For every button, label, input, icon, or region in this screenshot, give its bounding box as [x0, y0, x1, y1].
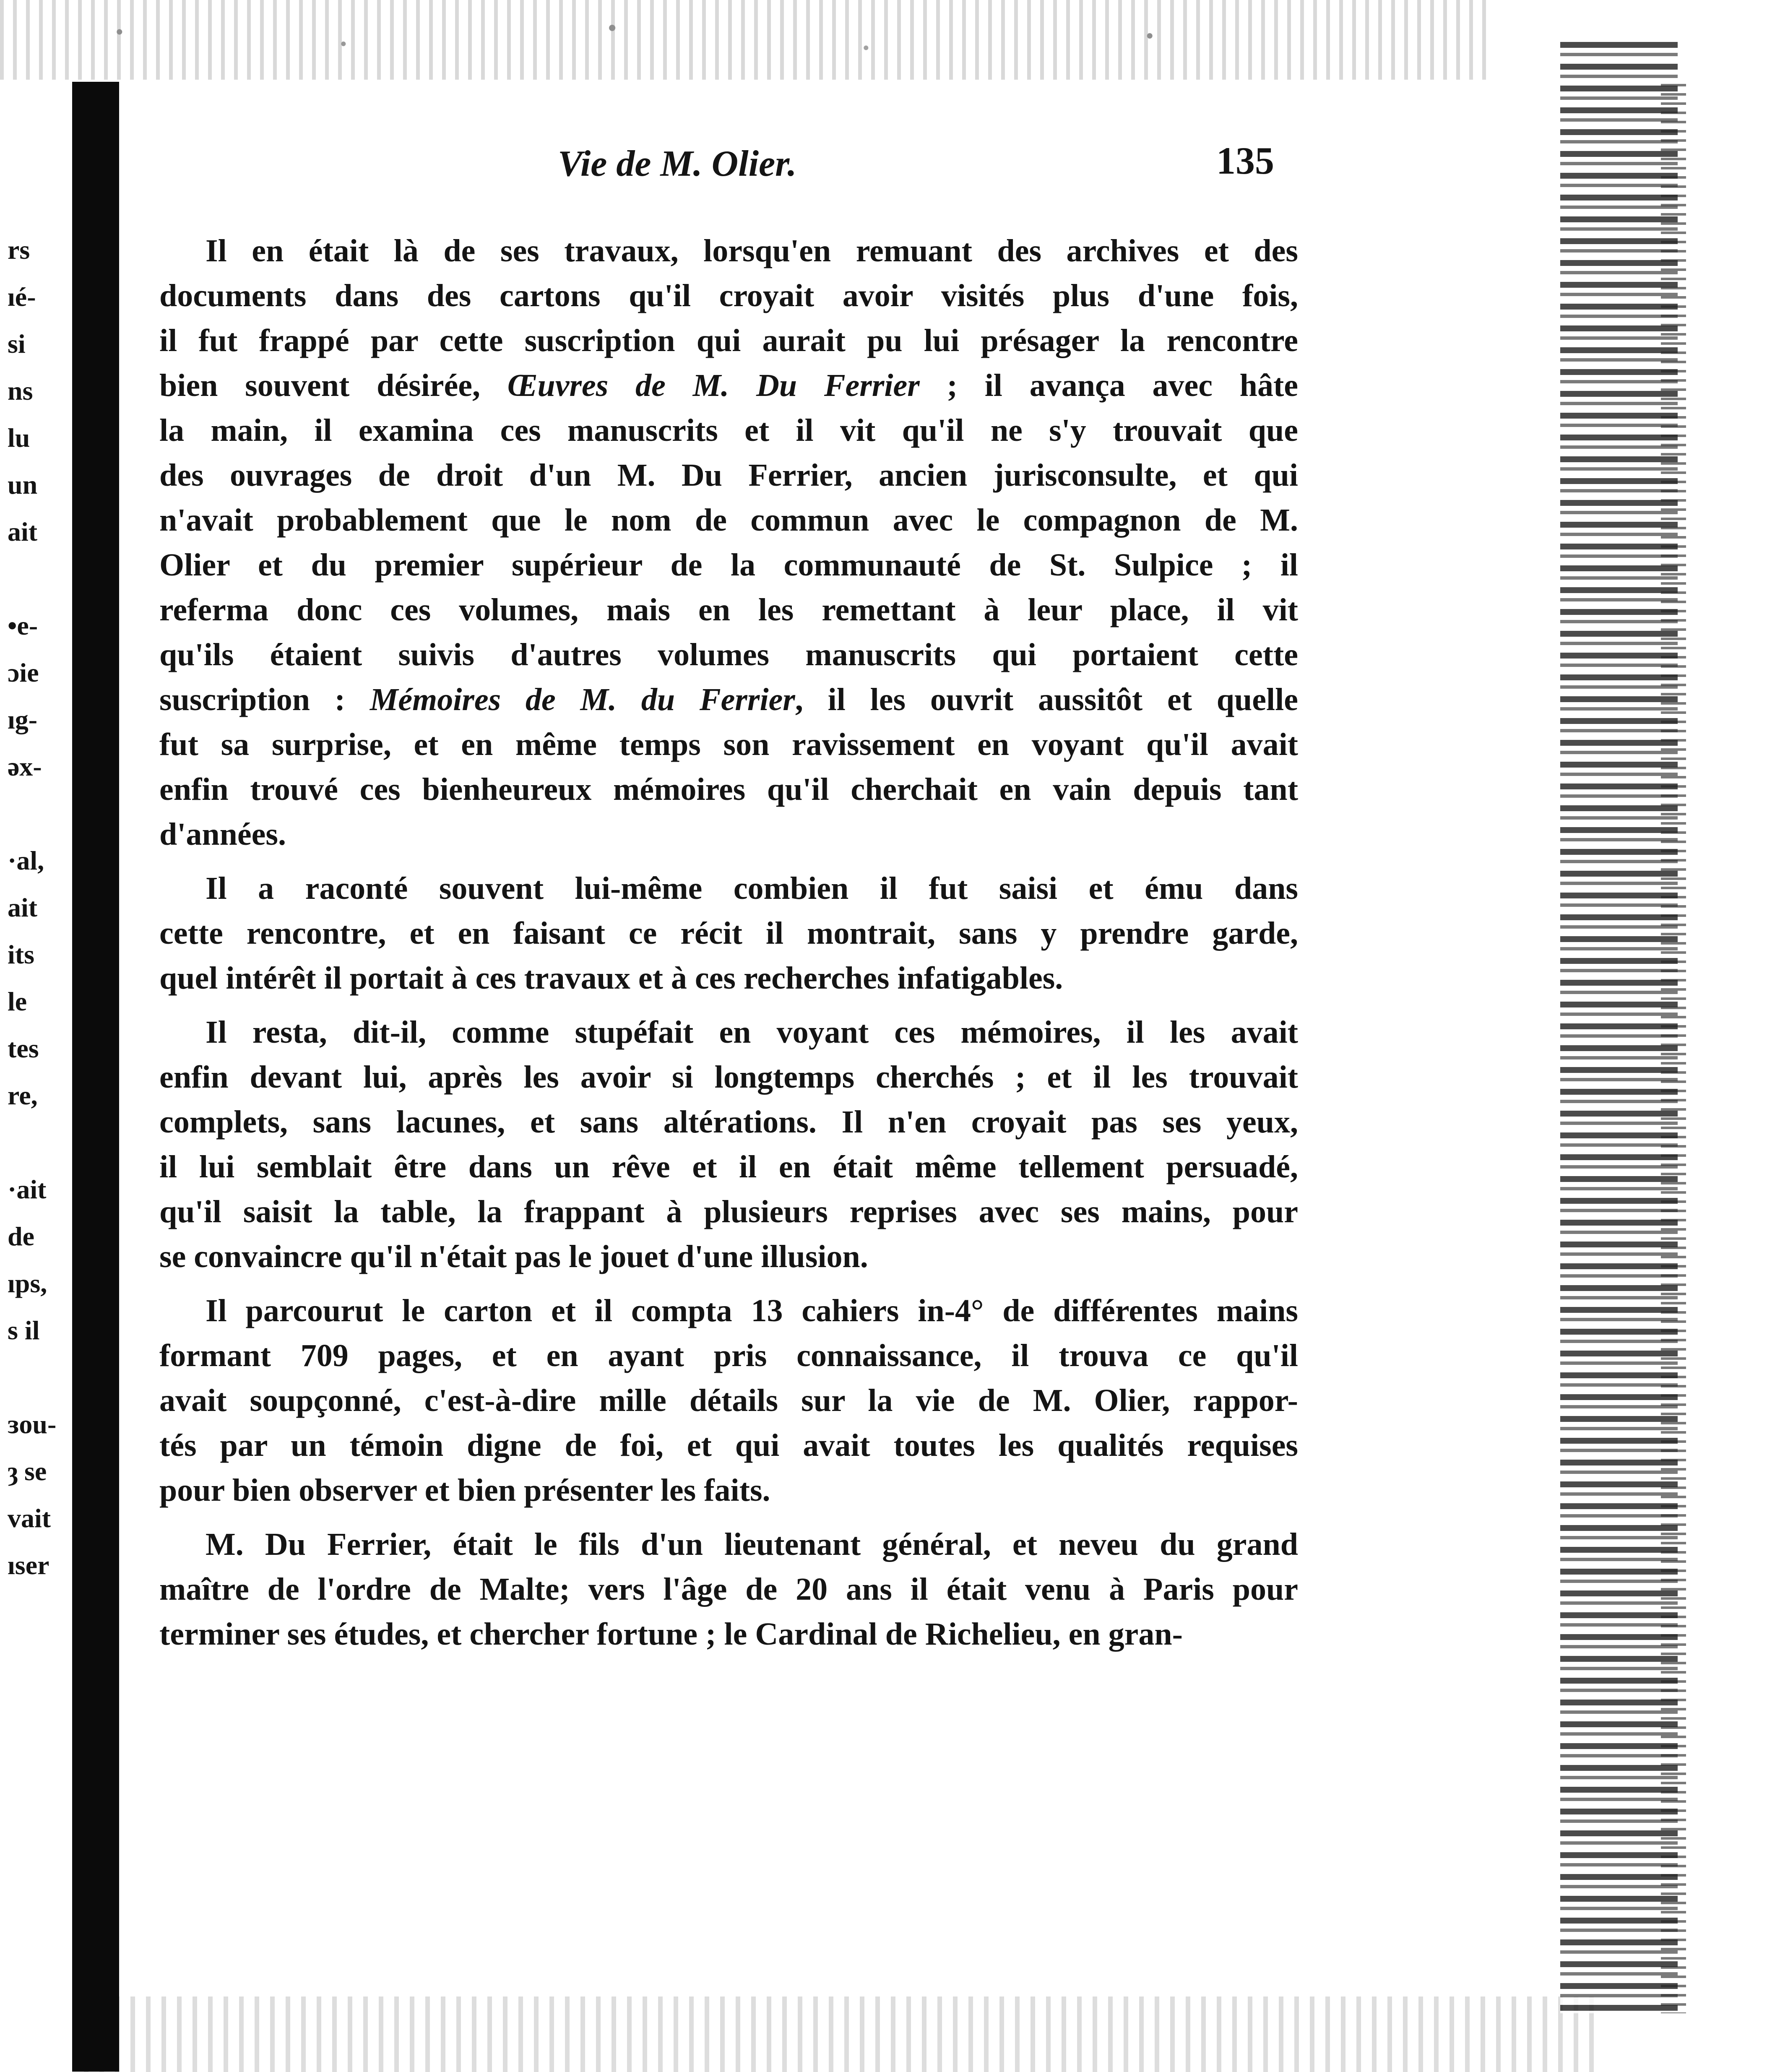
text-line: pour bien observer et bien présenter les faits. — [159, 1473, 770, 1508]
previous-page-bleed — [8, 226, 70, 1589]
margin-fragment: tes — [8, 1033, 39, 1063]
text-line: Il resta, dit-il, comme stupéfait en voyant ces mémoires, il les avait — [206, 1015, 1298, 1050]
text-line: se convaincre qu'il n'était pas le jouet d'une illusion. — [159, 1239, 868, 1274]
text-line: complets, sans lacunes, et sans altérations. Il n'en croyait pas ses yeux, — [159, 1104, 1298, 1140]
margin-fragment: ·ait — [8, 1174, 47, 1204]
text-line: suscription : Mémoires de M. du Ferrier, il les ouvrit aussitôt et quelle — [159, 682, 1298, 717]
margin-fragment: rs — [8, 235, 30, 265]
margin-fragment: de — [8, 1221, 34, 1251]
margin-fragment: ıser — [8, 1550, 49, 1580]
paragraph — [159, 866, 1298, 1001]
margin-fragment — [8, 555, 70, 602]
text-line: fut sa surprise, et en même temps son ravissement en voyant qu'il avait — [159, 727, 1298, 762]
margin-fragment: s il — [8, 1315, 40, 1345]
text-line: maître de l'ordre de Malte; vers l'âge de 20 ans il était venu à Paris pour — [159, 1572, 1298, 1607]
text-line: Il en était là de ses travaux, lorsqu'en remuant des archives et des — [206, 233, 1298, 268]
margin-fragment — [8, 1119, 70, 1166]
text-line: il fut frappé par cette suscription qui aurait pu lui présager la rencontre — [159, 323, 1298, 358]
page-edge-right-outer — [1661, 84, 1686, 2013]
margin-fragment: ɜou- — [8, 1409, 57, 1439]
text-line: il lui semblait être dans un rêve et il en était même tellement persuadé, — [159, 1149, 1298, 1184]
page-number: 135 — [1216, 139, 1274, 182]
text-line: M. Du Ferrier, était le fils d'un lieutenant général, et neveu du grand — [206, 1527, 1298, 1562]
margin-fragment: ·al, — [8, 846, 44, 875]
paragraph — [159, 1010, 1298, 1279]
margin-fragment: le — [8, 987, 27, 1016]
text-line: qu'ils étaient suivis d'autres volumes manuscrits qui portaient cette — [159, 637, 1298, 672]
text-line: d'années. — [159, 817, 286, 852]
text-line: Olier et du premier supérieur de la communauté de St. Sulpice ; il — [159, 547, 1298, 583]
text-line: la main, il examina ces manuscrits et il vit qu'il ne s'y trouvait que — [159, 413, 1298, 448]
running-title: Vie de M. Olier. — [558, 143, 797, 184]
text-line: documents dans des cartons qu'il croyait avoir visités plus d'une fois, — [159, 278, 1298, 313]
text-line: formant 709 pages, et en ayant pris connaissance, il trouva ce qu'il — [159, 1338, 1298, 1373]
text-line: avait soupçonné, c'est-à-dire mille détails sur la vie de M. Olier, rappor- — [159, 1383, 1298, 1418]
margin-fragment: re, — [8, 1080, 38, 1110]
text-line: bien souvent désirée, Œuvres de M. Du Ferrier ; il avança avec hâte — [159, 368, 1298, 403]
margin-fragment: ıps, — [8, 1268, 47, 1298]
margin-fragment: ait — [8, 893, 38, 922]
text-line: Il a raconté souvent lui-même combien il fut saisi et ému dans — [206, 871, 1298, 906]
text-line: des ouvrages de droit d'un M. Du Ferrier, ancien jurisconsulte, et qui — [159, 458, 1298, 493]
margin-fragment: lu — [8, 423, 30, 453]
paragraph — [159, 1288, 1298, 1513]
margin-fragment: si — [8, 329, 26, 359]
margin-fragment: ȝ se — [8, 1456, 47, 1486]
margin-fragment: •e- — [8, 611, 38, 640]
scan-noise-top — [0, 0, 1493, 80]
body-text — [159, 229, 1298, 1657]
text-line: enfin trouvé ces bienheureux mémoires qu'il cherchait en vain depuis tant — [159, 772, 1298, 807]
text-line: enfin devant lui, après les avoir si longtemps cherchés ; et il les trouvait — [159, 1059, 1298, 1095]
text-line: quel intérêt il portait à ces travaux et à ces recherches infatigables. — [159, 961, 1063, 996]
margin-fragment: ıé- — [8, 282, 36, 312]
text-line: n'avait probablement que le nom de commun avec le compagnon de M. — [159, 502, 1298, 538]
text-line: cette rencontre, et en faisant ce récit il montrait, sans y prendre garde, — [159, 916, 1298, 951]
text-line: Il parcourut le carton et il compta 13 cahiers in-4° de différentes mains — [206, 1293, 1298, 1328]
paragraph — [159, 1522, 1298, 1657]
page-edge-right — [1560, 42, 1678, 2013]
margin-fragment — [8, 790, 70, 837]
text-line: qu'il saisit la table, la frappant à plusieurs reprises avec ses mains, pour — [159, 1194, 1298, 1229]
margin-fragment: its — [8, 940, 34, 969]
margin-fragment: ıg- — [8, 705, 38, 734]
margin-fragment: əx- — [8, 752, 42, 781]
margin-fragment — [8, 1354, 70, 1401]
text-line: tés par un témoin digne de foi, et qui avait toutes les qualités requises — [159, 1428, 1298, 1463]
scan-noise-bottom — [84, 1997, 1594, 2072]
binding-shadow — [72, 82, 119, 2072]
margin-fragment: un — [8, 470, 38, 500]
margin-fragment: ɔie — [8, 658, 39, 687]
margin-fragment: ait — [8, 517, 38, 547]
paragraph — [159, 229, 1298, 857]
margin-fragment: vait — [8, 1503, 51, 1533]
text-line: terminer ses études, et chercher fortune ; le Cardinal de Richelieu, en gran- — [159, 1616, 1183, 1652]
margin-fragment: ns — [8, 376, 33, 406]
text-line: referma donc ces volumes, mais en les remettant à leur place, il vit — [159, 592, 1298, 627]
